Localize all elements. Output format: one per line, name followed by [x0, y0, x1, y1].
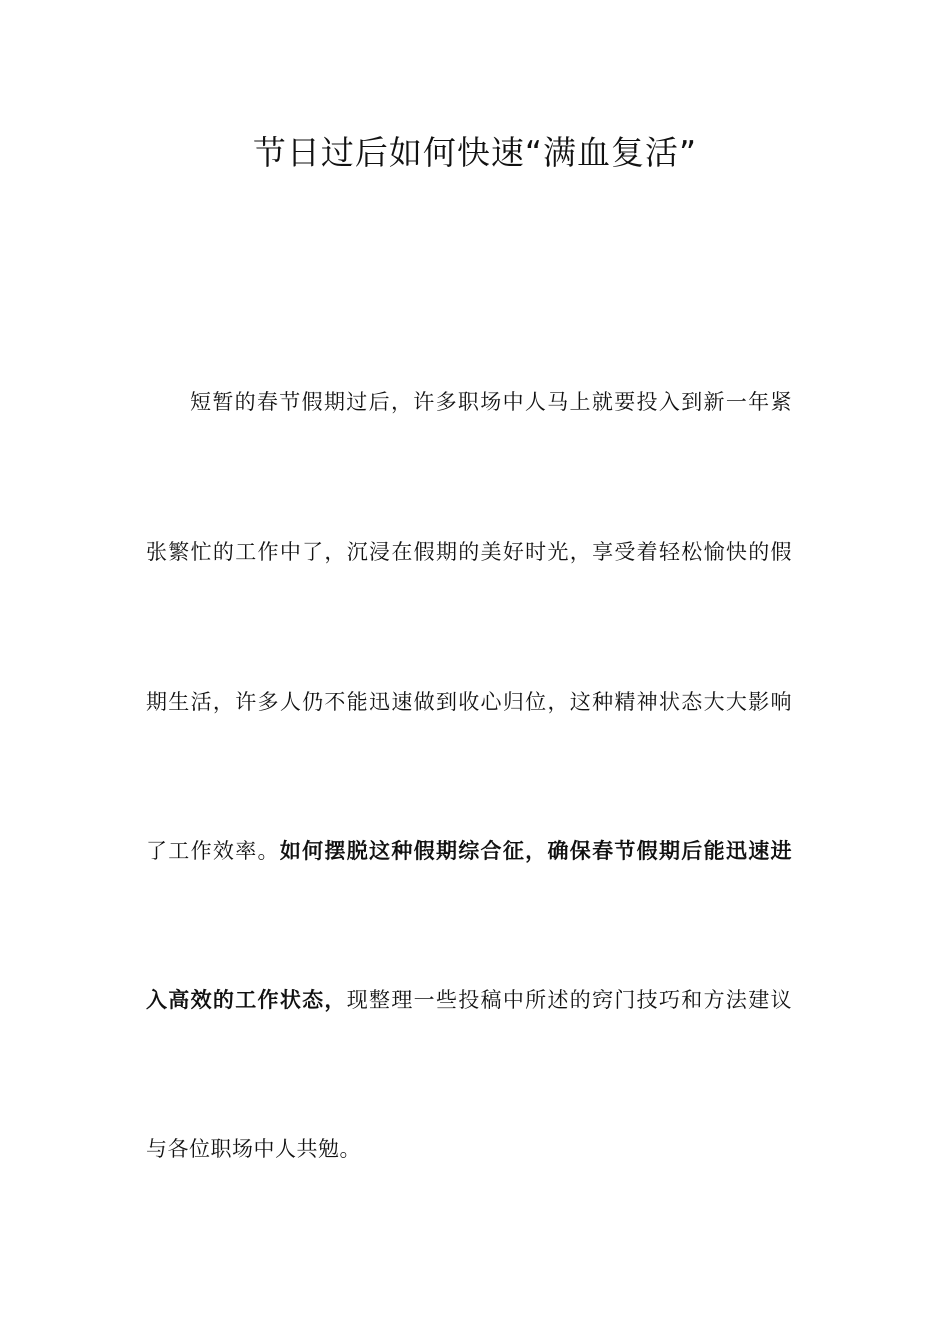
paragraph-text: 现整理一些投稿中所述的窍门技巧和方法建议: [346, 988, 793, 1012]
paragraph-text: 了工作效率。: [146, 839, 280, 863]
paragraph-line-1: 短暂的春节假期过后，许多职场中人马上就要投入到新一年紧: [190, 390, 792, 414]
document-title: 节日过后如何快速“满血复活”: [252, 133, 698, 172]
paragraph-line-3: 期生活，许多人仍不能迅速做到收心归位，这种精神状态大大影响: [146, 690, 792, 714]
emphasis-text: 入高效的工作状态，: [146, 987, 347, 1012]
emphasis-text: 如何摆脱这种假期综合征，确保春节假期后能迅速进: [279, 838, 793, 863]
paragraph-line-5: [146, 985, 792, 1015]
paragraph-line-6: 与各位职场中人共勉。: [146, 1137, 361, 1161]
paragraph-line-2: 张繁忙的工作中了，沉浸在假期的美好时光，享受着轻松愉快的假: [146, 540, 792, 564]
paragraph-line-4: [146, 836, 792, 866]
